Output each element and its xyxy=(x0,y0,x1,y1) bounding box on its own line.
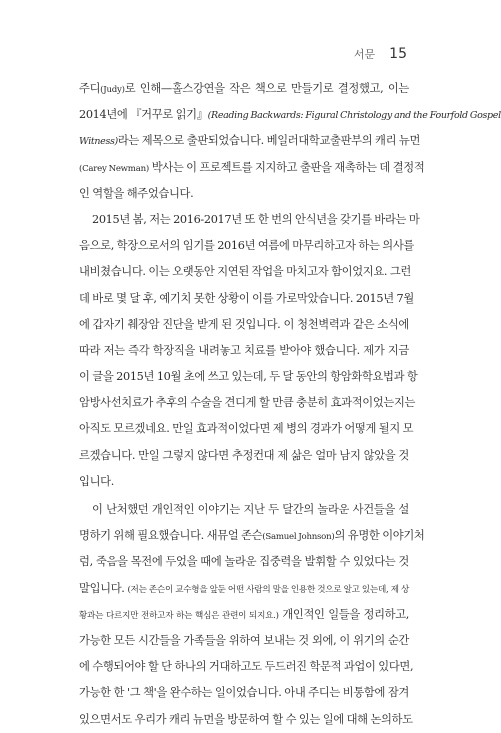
text-line xyxy=(79,654,414,680)
text-line xyxy=(79,469,409,495)
text-run: 가능한 모든 시간들을 가족들을 위하여 보내는 것 외에, 이 위기의 순간 xyxy=(79,633,409,647)
text-line xyxy=(79,390,416,416)
text-run: 의 유명한 이야기처 xyxy=(334,529,425,543)
book-title-italic: Witness) xyxy=(79,136,118,148)
text-run: 에 갑자기 췌장암 진단을 받게 된 것입니다. 이 청천벽력과 같은 소식에 xyxy=(79,317,409,331)
text-run: 있으면서도 우리가 캐리 뉴먼을 방문하여 할 수 있는 일에 대해 논의하도 xyxy=(79,712,413,726)
text-line xyxy=(79,259,409,285)
text-line xyxy=(79,576,409,602)
text-line xyxy=(79,128,421,154)
text-line xyxy=(79,680,409,706)
small-text: (Judy) xyxy=(100,85,125,95)
text-run: 데 바로 몇 달 후, 예기치 못한 상황이 이를 가로막았습니다. 2015년 7월 xyxy=(79,291,414,305)
text-line xyxy=(79,338,409,364)
section-title: 서문 xyxy=(353,48,376,61)
text-run: 이 글을 2015년 10월 초에 쓰고 있는데, 두 달 동안의 항암화학요법과 항 xyxy=(79,370,418,384)
text-run: 박사는 이 프로젝트를 지지하고 출판을 재촉하는 데 결정적 xyxy=(148,160,425,174)
text-line xyxy=(79,76,409,102)
body-text xyxy=(79,76,501,733)
text-line xyxy=(79,497,409,523)
text-run: 2014년에 『거꾸로 읽기』 xyxy=(79,108,208,122)
text-line xyxy=(79,181,409,207)
text-run: 음으로, 학장으로서의 임기를 2016년 여름에 마무리하고자 하는 의사를 xyxy=(79,239,414,253)
text-run: 럼, 죽음을 목전에 두었을 때에 놀라운 집중력을 발휘할 수 있었다는 것 xyxy=(79,555,409,569)
text-line xyxy=(79,233,414,259)
text-line xyxy=(79,549,409,575)
text-line xyxy=(79,707,413,733)
text-run: 인 역할을 해주었습니다. xyxy=(79,186,194,200)
text-run: 개인적인 일들을 정리하고, xyxy=(278,607,409,621)
text-line xyxy=(79,602,409,628)
text-run: 로 인해—홀스강연을 작은 책으로 만들기로 결정했고, 이는 xyxy=(124,82,409,95)
text-line xyxy=(79,102,501,128)
text-line xyxy=(79,443,409,469)
text-run: 2015년 봄, 저는 2016-2017년 또 한 번의 안식년을 갖기를 바라는 마 xyxy=(92,212,420,226)
text-run: 명하기 위해 필요했습니다. 새뮤얼 존슨 xyxy=(79,529,263,543)
book-title-italic: (Reading Backwards: Figural Christology and the Fourfold Gospel xyxy=(207,110,501,122)
text-run: 따라 저는 즉각 학장직을 내려놓고 치료를 받아야 했습니다. 제가 지금 xyxy=(79,343,409,357)
text-line xyxy=(79,628,409,654)
text-line xyxy=(79,207,420,233)
text-run: 주디 xyxy=(79,82,101,95)
text-run: 암방사선치료가 추후의 수술을 견디게 할 만큼 충분히 효과적이었는지는 xyxy=(79,396,416,410)
text-run: 내비쳤습니다. 이는 오랫동안 지연된 작업을 마치고자 함이었지요. 그런 xyxy=(79,265,411,279)
text-run: 가능한 한 '그 책'을 완수하는 일이었습니다. 아내 주디는 비통함에 잠겨 xyxy=(79,686,409,700)
text-run: 라는 제목으로 출판되었습니다. 베일러대학교출판부의 캐리 뉴먼 xyxy=(117,134,421,148)
text-run: 아직도 모르겠네요. 만일 효과적이었다면 제 병의 경과가 어떻게 될지 모 xyxy=(79,422,414,436)
page-number: 15 xyxy=(389,46,407,62)
text-line xyxy=(79,523,425,549)
text-line xyxy=(79,312,409,338)
small-text: (Carey Newman) xyxy=(79,163,149,174)
text-line xyxy=(79,155,425,181)
text-run: 르겠습니다. 만일 그렇지 않다면 추정컨대 제 삶은 얼마 남지 않았을 것 xyxy=(79,448,409,462)
text-run: 입니다. xyxy=(79,474,114,488)
text-run: 말입니다. xyxy=(79,581,128,595)
text-line xyxy=(79,416,414,442)
small-text: (저는 존슨이 교수형을 앞둔 어떤 사람의 말을 인용한 것으로 알고 있는데, 제 상 xyxy=(127,584,409,595)
text-run: 이 난처했던 개인적인 이야기는 지난 두 달간의 놀라운 사건들을 설 xyxy=(92,503,409,516)
small-text: 황과는 다르지만 전하고자 하는 핵심은 관련이 되지요.) xyxy=(79,610,279,621)
small-text: (Samuel Johnson) xyxy=(262,532,335,543)
text-line xyxy=(79,286,414,312)
running-header xyxy=(354,46,407,62)
text-run: 에 수행되어야 할 단 하나의 거대하고도 두드러진 학문적 과업이 있다면, xyxy=(79,660,414,674)
text-line xyxy=(79,364,418,390)
